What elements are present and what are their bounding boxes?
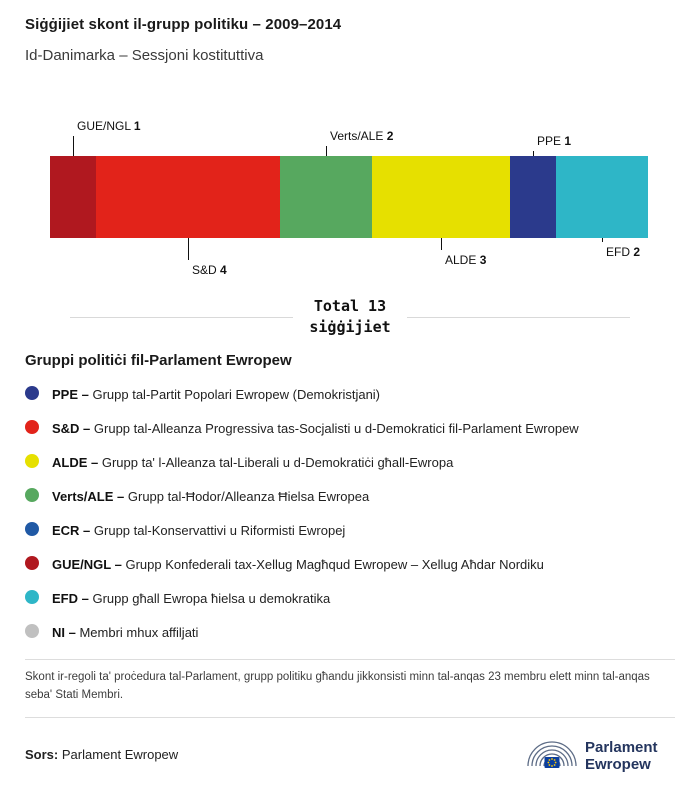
callout-line-gue-ngl bbox=[73, 136, 74, 156]
seat-label-efd: EFD 2 bbox=[606, 245, 641, 259]
legend-text-efd: EFD – Grupp għall Ewropa ħielsa u demokratika bbox=[52, 591, 331, 606]
legend-text-verts-ale: Verts/ALE – Grupp tal-Ħodor/Alleanza Ħielsa Ewropea bbox=[52, 489, 370, 504]
legend-dot-ppe bbox=[25, 386, 39, 400]
legend-item-ecr bbox=[25, 523, 675, 538]
legend-dot-alde bbox=[25, 454, 39, 468]
legend-text-ecr: ECR – Grupp tal-Konservattivi u Riformisti Ewropej bbox=[52, 523, 346, 538]
total-line2: siġġijiet bbox=[309, 318, 391, 336]
legend-dot-ecr bbox=[25, 522, 39, 536]
total-rule-left bbox=[70, 317, 293, 318]
seat-label-verts-ale: Verts/ALE 2 bbox=[330, 129, 394, 143]
footer-row bbox=[25, 732, 675, 778]
legend-item-alde bbox=[25, 455, 675, 470]
page-title: Siġġijiet skont il-grupp politiku – 2009–2014 bbox=[25, 16, 342, 33]
bar-segment-efd bbox=[556, 156, 648, 238]
callout-line-s-d bbox=[188, 238, 189, 260]
divider-bottom bbox=[25, 717, 675, 718]
seat-label-s-d: S&D 4 bbox=[192, 263, 227, 277]
legend-text-s-d: S&D – Grupp tal-Alleanza Progressiva tas-Socjalisti u d-Demokratici fil-Parlament Ewropew bbox=[52, 421, 579, 436]
seat-label-alde: ALDE 3 bbox=[445, 253, 487, 267]
legend-dot-efd bbox=[25, 590, 39, 604]
page-subtitle: Id-Danimarka – Sessjoni kostituttiva bbox=[25, 47, 264, 64]
callout-line-ppe bbox=[533, 151, 534, 156]
legend-item-s-d bbox=[25, 421, 675, 436]
logo-text-line1: Parlament bbox=[585, 738, 658, 756]
legend-text-gue-ngl: GUE/NGL – Grupp Konfederali tax-Xellug Magħqud Ewropew – Xellug Aħdar Nordiku bbox=[52, 557, 544, 572]
total-row bbox=[70, 296, 630, 338]
source-label: Sors: bbox=[25, 747, 59, 763]
total-line1: Total 13 bbox=[313, 297, 387, 315]
total-rule-right bbox=[407, 317, 630, 318]
legend-item-gue-ngl bbox=[25, 557, 675, 572]
legend-item-ni bbox=[25, 625, 675, 640]
callout-line-alde bbox=[441, 238, 442, 250]
legend-item-efd bbox=[25, 591, 675, 606]
legend-text-ni: NI – Membri mhux affiljati bbox=[52, 625, 199, 640]
legend-dot-gue-ngl bbox=[25, 556, 39, 570]
legend-dot-verts-ale bbox=[25, 488, 39, 502]
total-seats-label bbox=[309, 296, 390, 338]
legend-list bbox=[25, 387, 675, 640]
seat-label-gue-ngl: GUE/NGL 1 bbox=[76, 119, 141, 133]
stacked-bar bbox=[50, 156, 648, 238]
legend-title: Gruppi politiċi fil-Parlament Ewropew bbox=[25, 352, 292, 369]
callout-line-efd bbox=[602, 238, 603, 242]
seat-chart bbox=[50, 112, 648, 284]
bar-segment-alde bbox=[372, 156, 510, 238]
bar-segment-gue-ngl bbox=[50, 156, 96, 238]
bar-segment-verts-ale bbox=[280, 156, 372, 238]
footnote: Skont ir-regoli ta' proċedura tal-Parlament, grupp politiku għandu jikkonsisti minn tal-anqas 23 membru elett minn tal-anqas seba' Stati Membri. bbox=[25, 671, 650, 701]
seat-label-ppe: PPE 1 bbox=[537, 134, 572, 148]
legend-text-alde: ALDE – Grupp ta' l-Alleanza tal-Liberali u d-Demokratiċi għall-Ewropa bbox=[52, 455, 454, 470]
legend-item-verts-ale bbox=[25, 489, 675, 504]
legend-text-ppe: PPE – Grupp tal-Partit Popolari Ewropew (Demokristjani) bbox=[52, 387, 381, 402]
bar-segment-ppe bbox=[510, 156, 556, 238]
european-parliament-logo bbox=[523, 732, 675, 778]
bar-segment-s-d bbox=[96, 156, 280, 238]
legend-item-ppe bbox=[25, 387, 675, 402]
source-value: Parlament Ewropew bbox=[58, 747, 179, 763]
legend-dot-s-d bbox=[25, 420, 39, 434]
logo-text-line2: Ewropew bbox=[585, 755, 651, 773]
callout-line-verts-ale bbox=[326, 146, 327, 156]
source-line bbox=[25, 747, 178, 762]
legend-dot-ni bbox=[25, 624, 39, 638]
